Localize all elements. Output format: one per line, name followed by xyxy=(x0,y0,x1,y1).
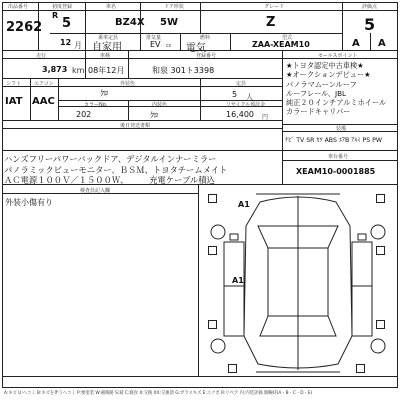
chassis-divider xyxy=(282,150,283,184)
selling-point: ★トヨタ認定中古車検★ xyxy=(286,61,364,70)
year-label: 初度登録 xyxy=(52,4,73,10)
col-score-split xyxy=(370,33,371,50)
description-line: ＡＣ電源１００Ｖ／１５００Ｗ、 充電ケーブル積込 xyxy=(4,175,215,185)
panel-box-icon xyxy=(208,246,217,255)
int-color-value: ｸﾛ xyxy=(150,111,158,120)
use-value: 自家用 xyxy=(92,42,122,53)
panel-box-icon xyxy=(376,320,385,329)
selling-point: パノラマムーンルーフ xyxy=(286,79,357,89)
ac-value: AAC xyxy=(32,96,55,107)
col-colorno xyxy=(128,100,129,120)
col-plate xyxy=(128,50,129,78)
equip-label-line xyxy=(282,131,398,132)
plate-value: 和泉 301ト3398 xyxy=(152,66,215,75)
chassis-label: 車台番号 xyxy=(328,154,349,160)
month-value: 12 xyxy=(60,38,72,47)
car-diagram xyxy=(200,186,396,376)
panel-box-icon xyxy=(356,364,365,373)
fuel-value: 電気 xyxy=(186,43,206,54)
grade-value: Z xyxy=(266,15,276,30)
tax-unit: 円 xyxy=(262,114,269,121)
capacity-unit: 人 xyxy=(246,93,253,101)
description xyxy=(4,154,227,186)
ext-color-value: ｸﾛ xyxy=(100,89,108,98)
color-no-value: 202 xyxy=(76,110,92,119)
notes-bottom-line xyxy=(2,150,398,151)
inspection-label: 車検 xyxy=(100,53,111,59)
type-label: 型式 xyxy=(282,35,293,41)
score-value: 5 xyxy=(364,15,376,34)
col-selling xyxy=(282,50,283,150)
ext-color-label: 外装色 xyxy=(120,81,136,87)
diagram-divider xyxy=(198,184,199,376)
col-capacity xyxy=(200,78,201,120)
fuel-label: 燃料 xyxy=(200,35,211,41)
capacity-value: 5 xyxy=(232,90,238,99)
col-ac xyxy=(30,78,31,120)
tax-label: リサイクル預託金 xyxy=(226,102,266,108)
era-letter: R xyxy=(52,11,59,20)
mileage-value: 3,873 xyxy=(42,65,68,74)
tax-value: 16,400 xyxy=(226,110,254,119)
plate-label: 登録番号 xyxy=(196,53,217,59)
panel-box-icon xyxy=(228,364,237,373)
notes-label: 後日発送書類 xyxy=(120,123,151,129)
inspector-label: 検査員記入欄 xyxy=(80,188,111,194)
damage-mark: A1 xyxy=(238,200,250,209)
score-label: 評価点 xyxy=(362,4,378,10)
ac-label: エアコン xyxy=(34,81,54,87)
notes-label-line xyxy=(2,128,282,129)
mileage-label: 走行 xyxy=(36,53,47,59)
col-grade xyxy=(342,2,343,50)
displacement-label: 排気量 xyxy=(146,35,162,41)
panel-box-icon xyxy=(376,246,385,255)
lot-label: 出品番号 xyxy=(8,4,29,10)
chassis-label-line xyxy=(282,160,398,161)
inspection-value: 08年12月 xyxy=(88,66,125,75)
model-value: BZ4X xyxy=(115,17,145,28)
selling-points-list xyxy=(286,61,386,117)
col-doors xyxy=(200,2,201,33)
cc-unit: cc xyxy=(166,43,172,49)
doors-label: ドア形状 xyxy=(164,4,184,10)
shift-value: IAT xyxy=(5,96,23,107)
use-label: 乗車定員 xyxy=(98,35,119,41)
inspector-label-line xyxy=(2,193,198,194)
selling-point: 純正２０インチアルミホイール xyxy=(286,98,387,108)
legend-footer: A:キズ U:ヘコミ B:キズを伴うヘコミ P:要塗装 W:補修跡 S:錆 C:腐食 X:交換 XX:交換済 G:ガラスキズ E:エクボ R:リペア 内:内装評価 簡略時(A・B・C・D・E) xyxy=(4,391,313,396)
desc-bottom-line xyxy=(2,184,398,185)
panel-box-icon xyxy=(208,320,217,329)
interior-grade: A xyxy=(352,38,360,49)
description-line: パノラミックビューモニター、ＢＳＭ、トヨタチームメイト xyxy=(4,164,228,175)
exterior-grade: A xyxy=(378,38,386,49)
selling-points-title: セールスポイント xyxy=(318,53,358,59)
row1-mid-line xyxy=(50,33,342,34)
col-type xyxy=(230,33,231,50)
chassis-value: XEAM10-0001885 xyxy=(296,167,376,176)
inspector-note: 外装小傷有り xyxy=(5,198,53,207)
equipment-label: 装備 xyxy=(336,126,347,132)
col-ext xyxy=(58,78,59,120)
equipment-items: ﾅﾋﾞ TV SR ｶﾜ ABS ｴｱB ｱﾙﾐ PS PW xyxy=(285,137,382,144)
selling-point: カラードキャリパー xyxy=(286,107,351,117)
panel-box-icon xyxy=(208,194,217,203)
col-inspection xyxy=(85,50,86,78)
capacity-label: 定員 xyxy=(236,81,247,87)
selling-point: ルーフレール、JBL xyxy=(286,88,347,98)
color-no-label: カラーNo. xyxy=(84,102,108,108)
int-color-label: 内装色 xyxy=(152,102,168,108)
year-value: 5 xyxy=(62,16,72,31)
mileage-unit: km xyxy=(72,66,85,75)
doors-value: 5W xyxy=(160,17,178,28)
lot-number: 2262 xyxy=(6,20,43,35)
displacement-value: EV xyxy=(150,40,161,49)
row2-bottom-line xyxy=(2,78,282,79)
month-unit: 月 xyxy=(74,41,82,50)
grade-label: グレード xyxy=(264,4,285,10)
col-fuel xyxy=(180,33,181,50)
col-year xyxy=(85,2,86,50)
type-value: ZAA-XEAM10 xyxy=(252,40,310,49)
selling-point: ★オークションデビュー★ xyxy=(286,70,371,80)
panel-box-icon xyxy=(376,194,385,203)
model-label: 車名 xyxy=(106,4,117,10)
footer-line xyxy=(2,376,398,377)
selling-title-line xyxy=(282,58,398,59)
shift-label: シフト xyxy=(6,81,22,87)
row3-bottom-line xyxy=(2,120,282,121)
damage-mark: A1 xyxy=(232,276,244,285)
description-line: ハンズフリーパワーバックドア、デジタルインナーミラー xyxy=(4,154,217,164)
